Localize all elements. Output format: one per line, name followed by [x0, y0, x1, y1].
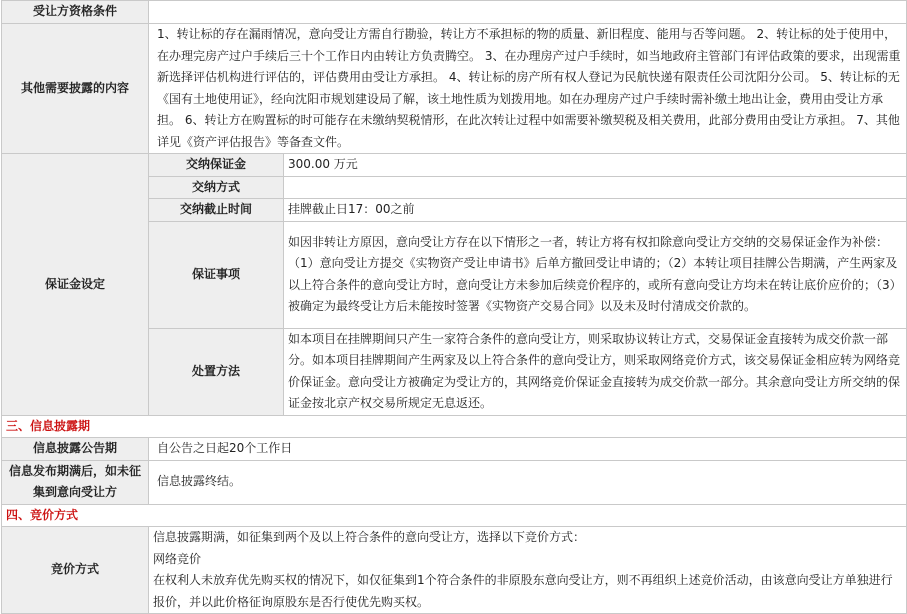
- row-bid-method: [2, 527, 907, 614]
- row-after-expiry: [2, 460, 907, 504]
- bid-method-line2: 网络竞价: [153, 551, 202, 566]
- bid-method-value: [149, 527, 907, 614]
- deposit-amount-value: 300.00 万元: [284, 154, 907, 177]
- section4-title: 四、竞价方式: [2, 504, 907, 527]
- bid-method-line3: 在权利人未放弃优先购买权的情况下，如仅征集到1个符合条件的非原股东意向受让方，则不再组织上述竞价活动，由该意向受让方单独进行报价，并以此价格征询原股东是否行使优先购买权。: [153, 573, 893, 609]
- after-expiry-label: 信息发布期满后，如未征集到意向受让方: [2, 460, 149, 504]
- notice-period-label: 信息披露公告期: [2, 438, 149, 461]
- row-deposit-amount: [2, 154, 907, 177]
- disclosure-value: 1、转让标的存在漏雨情况，意向受让方需自行勘验，转让方不承担标的物的质量、新旧程度、能用与否等问题。 2、转让标的处于使用中，在办理完房产过户手续后三十个工作日内由转让方负责腾空。 3、在办理房产过户手续时，如当地政府主管部门有评估政策的要求，出现需重新选择评估机构进行评估的，评估费用由受让方承担。 4、转让标的房产所有权人登记为民航快递有限责任公司沈阳分公司。 5、转让标的无《国有土地使用证》，经向沈阳市规划建设局了解，该土地性质为划拨用地。如在办理房产过户手续时需补缴土地出让金，费用由受让方承担。 6、转让方在购置标的时可能存在未缴纳契税情形，在此次转让过程中如需要补缴契税及相关费用，此部分费用由受让方承担。 7、其他详见《资产评估报告》等备查文件。: [149, 24, 907, 154]
- deposit-method-value: [284, 176, 907, 199]
- notice-period-value: 自公告之日起20个工作日: [149, 438, 907, 461]
- deposit-matters-value: 如因非转让方原因，意向受让方存在以下情形之一者，转让方将有权扣除意向受让方交纳的交易保证金作为补偿：（1）意向受让方提交《实物资产受让申请书》后单方撤回受让申请的；（2）本转让项目挂牌公告期满，产生两家及以上符合条件的意向受让方时，意向受让方未参加后续竞价程序的，或所有意向受让方均未在转让底价应价的；（3）被确定为最终受让方后未能按时签署《实物资产交易合同》以及未及时付清成交价款的。: [284, 221, 907, 328]
- bid-method-label: 竞价方式: [2, 527, 149, 614]
- deposit-label: 保证金设定: [2, 154, 149, 416]
- after-expiry-value: 信息披露终结。: [149, 460, 907, 504]
- row-notice-period: [2, 438, 907, 461]
- listing-info-table: [1, 0, 907, 614]
- deposit-deadline-label: 交纳截止时间: [149, 199, 284, 222]
- row-section3-header: [2, 415, 907, 438]
- qualification-value: [149, 1, 907, 24]
- section3-title: 三、信息披露期: [2, 415, 907, 438]
- bid-method-line1: 信息披露期满，如征集到两个及以上符合条件的意向受让方，选择以下竞价方式：: [153, 530, 586, 544]
- deposit-matters-label: 保证事项: [149, 221, 284, 328]
- deposit-handling-label: 处置方法: [149, 328, 284, 415]
- disclosure-label: 其他需要披露的内容: [2, 24, 149, 154]
- row-disclosure: [2, 24, 907, 154]
- deposit-deadline-value: 挂牌截止日17：00之前: [284, 199, 907, 222]
- deposit-handling-value: 如本项目在挂牌期间只产生一家符合条件的意向受让方，则采取协议转让方式，交易保证金直接转为成交价款一部分。如本项目挂牌期间产生两家及以上符合条件的意向受让方，则采取网络竞价方式，该交易保证金相应转为网络竞价保证金。意向受让方被确定为受让方的，其网络竞价保证金直接转为成交价款一部分。其余意向受让方所交纳的保证金按北京产权交易所规定无息返还。: [284, 328, 907, 415]
- row-qualification: [2, 1, 907, 24]
- deposit-amount-label: 交纳保证金: [149, 154, 284, 177]
- deposit-method-label: 交纳方式: [149, 176, 284, 199]
- row-section4-header: [2, 504, 907, 527]
- qualification-label: 受让方资格条件: [2, 1, 149, 24]
